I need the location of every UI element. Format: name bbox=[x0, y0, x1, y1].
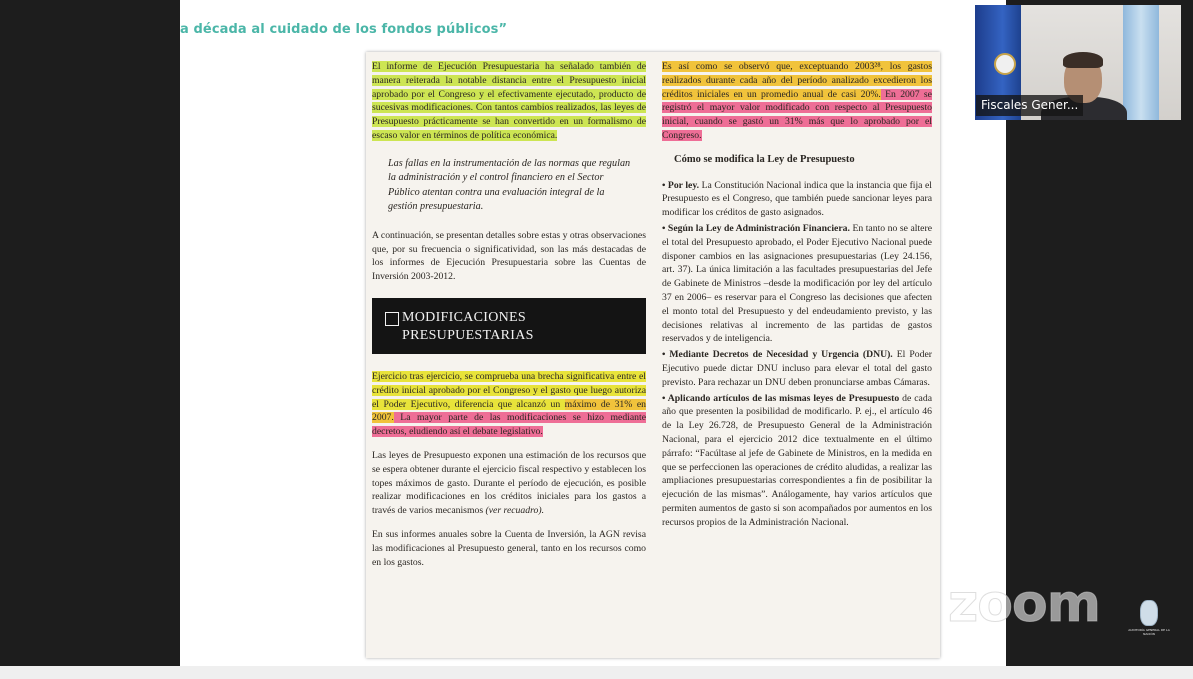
paragraph-agn: En sus informes anuales sobre la Cuenta de Inversión, la AGN revisa las modificaciones al Presupuesto general, tanto en los recursos como en los gastos. bbox=[372, 528, 646, 568]
agn-emblem-icon bbox=[1140, 600, 1158, 626]
slide-title: a década al cuidado de los fondos públicos” bbox=[180, 22, 508, 37]
paragraph-leyes: Las leyes de Presupuesto exponen una estimación de los recursos que se espera obtener durante el ejercicio fiscal respectivo y establecen los topes máximos de gasto. Durante el período de ejecución, es posible realizar modificaciones en los créditos iniciales para los gastos a través de varios mecanismos (ver recuadro). bbox=[372, 449, 646, 517]
agn-logo-caption: AUDITORÍA GENERAL DE LA NACIÓN bbox=[1128, 628, 1170, 636]
flag-icon bbox=[1123, 5, 1159, 120]
section-title: Cómo se modifica la Ley de Presupuesto bbox=[674, 153, 855, 165]
left-letterbox bbox=[0, 0, 180, 679]
bottom-strip bbox=[0, 666, 1193, 679]
agn-logo bbox=[1124, 600, 1174, 650]
document-left-column bbox=[372, 60, 646, 579]
bullet-por-ley: • Por ley. La Constitución Nacional indica que la instancia que fija el Presupuesto es el Congreso, que también puede sancionar leyes para modificar los créditos de gasto asignados. bbox=[662, 179, 933, 219]
pull-quote: Las fallas en la instrumentación de las normas que regulan la administración y el control financiero en el Sector Público atentan contra una evaluación integral de la gestión presupuestaria. bbox=[388, 157, 631, 213]
scanned-document-page bbox=[366, 52, 940, 658]
shared-screen bbox=[180, 0, 1006, 666]
section-banner bbox=[372, 298, 646, 354]
document-right-column bbox=[662, 60, 932, 532]
bullet-ley-administracion: • Según la Ley de Administración Financiera. En tanto no se altere el total del Presupuesto aprobado, el Poder Ejecutivo Nacional puede disponer cambios en las asignaciones presupuestarias (Ley 24.156, art. 37). La única limitación a las facultades presupuestarias del Jefe de Gabinete de Ministros –desde la modificación por ley del artículo 37 en 2006– es reservar para el Congreso las decisiones que afecten el monto total del Presupuesto y del endeudamiento previsto, y las decisiones relativas al incremento de las partidas de gastos reservados y de inteligencia. bbox=[662, 222, 932, 345]
zoom-watermark-logo: zoom bbox=[948, 574, 1100, 634]
paragraph-exceptuando: Es así como se observó que, exceptuando 2003²⁸, los gastos realizados durante cada año del período analizado excedieron los créditos iniciales en un promedio anual de casi 20%. En 2007 se registró el mayor valor modificado con respecto al Presupuesto inicial, cuando se gastó un 31% más que lo aprobado por el Congreso. bbox=[662, 61, 932, 141]
participant-name-label: Fiscales Gener... bbox=[976, 95, 1083, 116]
paragraph-continuacion: A continuación, se presentan detalles sobre estas y otras observaciones que, por su frecuencia o significatividad, son las más destacadas de los informes de Ejecución Presupuestaria sobre las Cuentas de Inversión 2003-2012. bbox=[372, 229, 646, 283]
seal-emblem-icon bbox=[994, 53, 1016, 75]
bullet-articulos: • Aplicando artículos de las mismas leyes de Presupuesto de cada año que presenten la posibilidad de modificarlo. P. ej., el artículo 46 de la Ley 26.728, de Presupuesto General de la Administración Nacional, para el ejercicio 2012 dice textualmente en el último párrafo: “Facúltase al jefe de Gabinete de Ministros, en la medida en que se perfeccionen las operaciones de crédito aludidas, a realizar las ampliaciones presupuestarias correspondientes a fin de posibilitar la ejecución de las mismas”. Análogamente, hay varios artículos que permiten aumentos de gasto si son acompañados por aumentos en los recursos propios de la Administración Nacional. bbox=[662, 392, 932, 528]
participant-video-tile[interactable] bbox=[975, 5, 1181, 120]
checkbox-square-icon bbox=[385, 312, 399, 326]
bullet-dnu: • Mediante Decretos de Necesidad y Urgencia (DNU). El Poder Ejecutivo puede dictar DNU incluso para elevar el total del gasto previsto. Para rechazar un DNU deben pronunciarse ambas Cámaras. bbox=[662, 349, 932, 388]
paragraph-ejercicio: Ejercicio tras ejercicio, se comprueba una brecha significativa entre el crédito inicial aprobado por el Congreso y el gasto que luego autoriza el Poder Ejecutivo, diferencia que alcanzó un máximo de 31% en 2007. La mayor parte de las modificaciones se hizo mediante decretos, eludiendo así el debate legislativo. bbox=[372, 370, 646, 438]
paragraph-informe: El informe de Ejecución Presupuestaria ha señalado también de manera reiterada la notable distancia entre el Presupuesto inicial aprobado por el Congreso y el efectivamente ejecutado, producto de sucesivas modificaciones. Con tantos cambios realizados, las leyes de Presupuesto prácticamente se han convertido en un formalismo de escaso valor en términos de política económica. bbox=[372, 61, 646, 141]
banner-line-1: MODIFICACIONES bbox=[402, 309, 526, 325]
banner-line-2: PRESUPUESTARIAS bbox=[402, 327, 534, 343]
participant-hair bbox=[1063, 52, 1103, 68]
